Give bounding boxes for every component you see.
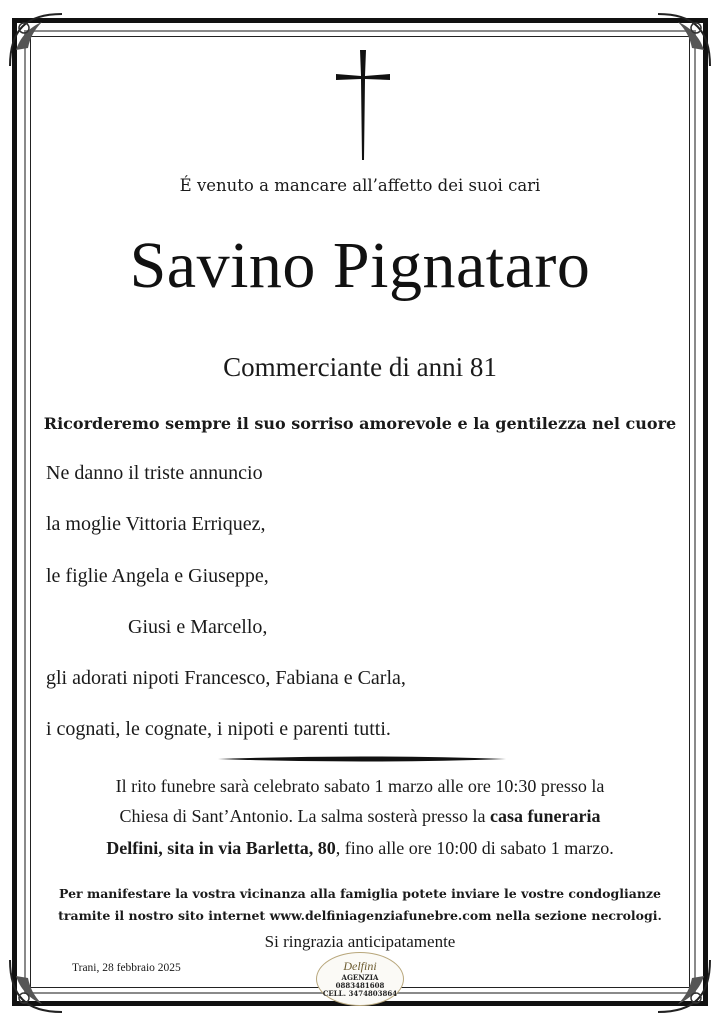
funeral-line — [0, 806, 720, 827]
date-text: Trani, 28 febbraio 2025 — [72, 962, 181, 974]
funeral-line — [0, 776, 720, 797]
funeral-line — [0, 838, 720, 859]
family-line: le figlie Angela e Giuseppe, — [46, 565, 269, 587]
corner-ornament-icon — [654, 956, 714, 1016]
condolences-text: tramite il nostro sito internet www.delfiniagenziafunebre.com nella sezione necrologi. — [58, 908, 662, 923]
funeral-text: , fino alle ore 10:00 di sabato 1 marzo. — [335, 838, 614, 858]
corner-ornament-icon — [6, 956, 66, 1016]
profession-age: Commerciante di anni 81 — [223, 352, 497, 382]
deceased-name: Savino Pignataro — [129, 229, 591, 302]
condolences-text: Per manifestare la vostra vicinanza alla famiglia potete inviare le vostre condoglianze — [59, 886, 661, 901]
funeral-text: Il rito funebre sarà celebrato sabato 1 marzo alle ore 10:30 presso la — [115, 776, 605, 796]
family-line: gli adorati nipoti Francesco, Fabiana e Carla, — [46, 667, 406, 689]
funeral-address-text: Delfini, sita in via Barletta, 80 — [106, 838, 336, 858]
intro-text: É venuto a mancare all’affetto dei suoi cari — [179, 176, 541, 195]
thanks-text: Si ringrazia anticipatamente — [264, 932, 456, 951]
family-line: la moglie Vittoria Erriquez, — [46, 513, 266, 535]
funeral-text: Chiesa di Sant’Antonio. La salma sosterà presso la — [119, 806, 490, 826]
agency-cell: CELL. 3474803864 — [322, 989, 398, 998]
corner-ornament-icon — [6, 10, 66, 70]
family-line: i cognati, le cognate, i nipoti e parenti tutti. — [46, 718, 391, 740]
agency-logo — [316, 952, 404, 1006]
family-line: Ne danno il triste annuncio — [46, 462, 263, 484]
family-line: Giusi e Marcello, — [128, 616, 268, 638]
remembrance-text: Ricorderemo sempre il suo sorriso amorevole e la gentilezza nel cuore — [43, 414, 677, 433]
corner-ornament-icon — [654, 10, 714, 70]
agency-logo-name: Delfini — [343, 959, 377, 973]
divider-line — [218, 754, 506, 764]
cross-icon — [336, 50, 390, 160]
funeral-home-text: casa funeraria — [489, 806, 601, 826]
agency-phone: AGENZIA 0883481608 — [335, 973, 385, 990]
